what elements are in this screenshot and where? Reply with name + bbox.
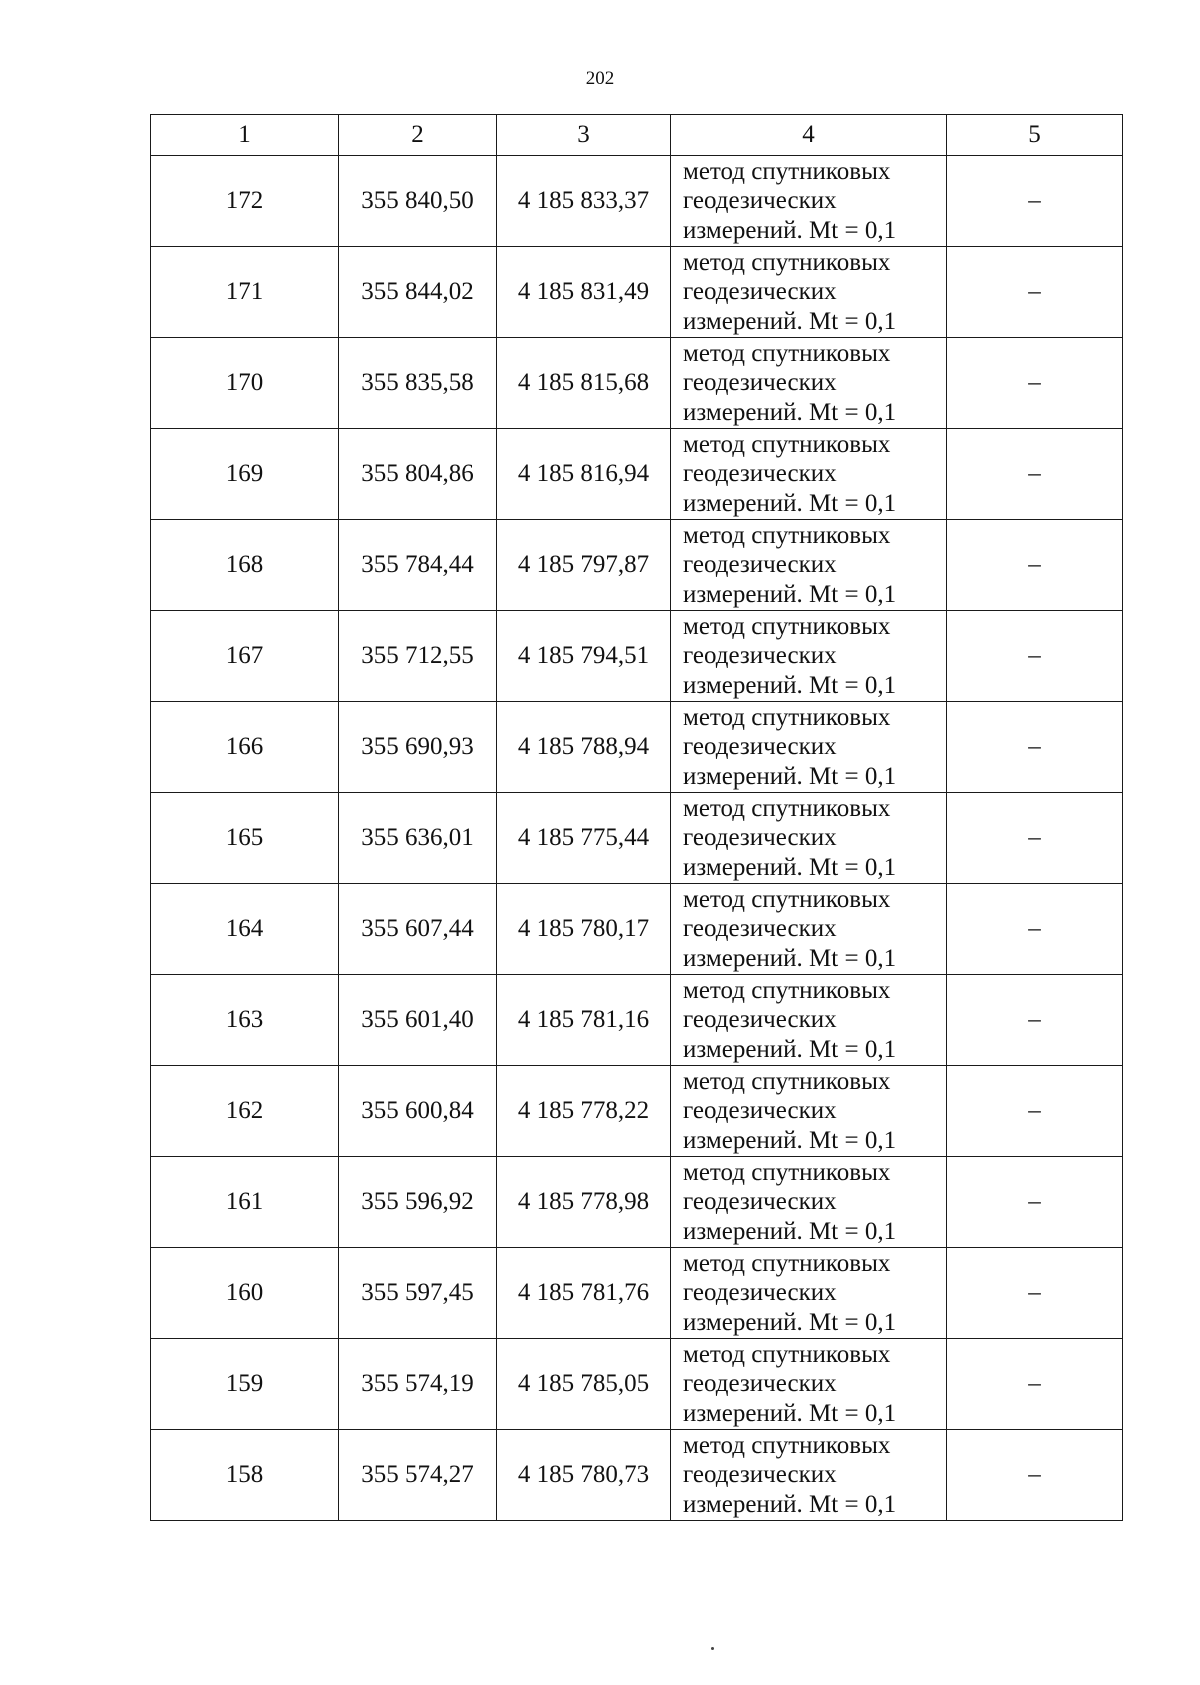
coordinates-table-container: [150, 114, 1122, 1521]
method-line: геодезических: [683, 1461, 837, 1489]
y-coordinate-cell: 4 185 831,49: [497, 247, 671, 338]
method-cell: [671, 520, 947, 611]
method-line: геодезических: [683, 187, 837, 215]
x-coordinate-cell: 355 574,27: [339, 1430, 497, 1521]
x-coordinate-cell: 355 607,44: [339, 884, 497, 975]
x-coordinate-cell: 355 601,40: [339, 975, 497, 1066]
method-line: метод спутниковых: [683, 339, 891, 367]
method-line: метод спутниковых: [683, 1431, 891, 1459]
method-line: измерений. Mt = 0,1: [683, 489, 897, 517]
description-cell: –: [947, 1248, 1123, 1339]
coordinates-table: [150, 114, 1123, 1521]
method-line: метод спутниковых: [683, 703, 891, 731]
y-coordinate-cell: 4 185 781,16: [497, 975, 671, 1066]
method-line: геодезических: [683, 460, 837, 488]
method-line: метод спутниковых: [683, 612, 891, 640]
point-number-cell: 166: [151, 702, 339, 793]
x-coordinate-cell: 355 712,55: [339, 611, 497, 702]
method-cell: [671, 338, 947, 429]
description-cell: –: [947, 338, 1123, 429]
table-row: [151, 247, 1123, 338]
method-line: измерений. Mt = 0,1: [683, 1126, 897, 1154]
method-cell: [671, 702, 947, 793]
method-line: геодезических: [683, 642, 837, 670]
description-cell: –: [947, 1066, 1123, 1157]
y-coordinate-cell: 4 185 788,94: [497, 702, 671, 793]
table-row: [151, 338, 1123, 429]
method-line: измерений. Mt = 0,1: [683, 1490, 897, 1518]
point-number-cell: 159: [151, 1339, 339, 1430]
table-body: [151, 156, 1123, 1521]
method-cell: [671, 429, 947, 520]
y-coordinate-cell: 4 185 781,76: [497, 1248, 671, 1339]
method-line: геодезических: [683, 1370, 837, 1398]
table-row: [151, 611, 1123, 702]
column-header-4: 4: [671, 115, 947, 156]
method-cell: [671, 156, 947, 247]
table-row: [151, 520, 1123, 611]
method-cell: [671, 975, 947, 1066]
method-cell: [671, 1066, 947, 1157]
column-header-5: 5: [947, 115, 1123, 156]
y-coordinate-cell: 4 185 797,87: [497, 520, 671, 611]
scan-dot-mark: [711, 1647, 714, 1650]
method-cell: [671, 247, 947, 338]
x-coordinate-cell: 355 690,93: [339, 702, 497, 793]
method-line: метод спутниковых: [683, 430, 891, 458]
method-line: метод спутниковых: [683, 1340, 891, 1368]
x-coordinate-cell: 355 600,84: [339, 1066, 497, 1157]
method-cell: [671, 611, 947, 702]
method-line: геодезических: [683, 824, 837, 852]
table-row: [151, 884, 1123, 975]
table-row: [151, 975, 1123, 1066]
point-number-cell: 172: [151, 156, 339, 247]
column-header-1: 1: [151, 115, 339, 156]
table-row: [151, 1157, 1123, 1248]
method-line: измерений. Mt = 0,1: [683, 944, 897, 972]
y-coordinate-cell: 4 185 780,17: [497, 884, 671, 975]
table-row: [151, 1248, 1123, 1339]
x-coordinate-cell: 355 636,01: [339, 793, 497, 884]
method-cell: [671, 884, 947, 975]
x-coordinate-cell: 355 596,92: [339, 1157, 497, 1248]
method-line: измерений. Mt = 0,1: [683, 216, 897, 244]
table-row: [151, 793, 1123, 884]
point-number-cell: 167: [151, 611, 339, 702]
y-coordinate-cell: 4 185 833,37: [497, 156, 671, 247]
point-number-cell: 158: [151, 1430, 339, 1521]
y-coordinate-cell: 4 185 794,51: [497, 611, 671, 702]
point-number-cell: 162: [151, 1066, 339, 1157]
column-header-2: 2: [339, 115, 497, 156]
method-line: измерений. Mt = 0,1: [683, 1308, 897, 1336]
method-line: геодезических: [683, 551, 837, 579]
x-coordinate-cell: 355 597,45: [339, 1248, 497, 1339]
method-line: метод спутниковых: [683, 794, 891, 822]
x-coordinate-cell: 355 574,19: [339, 1339, 497, 1430]
method-line: измерений. Mt = 0,1: [683, 1217, 897, 1245]
y-coordinate-cell: 4 185 780,73: [497, 1430, 671, 1521]
description-cell: –: [947, 1339, 1123, 1430]
y-coordinate-cell: 4 185 815,68: [497, 338, 671, 429]
point-number-cell: 160: [151, 1248, 339, 1339]
method-line: геодезических: [683, 1006, 837, 1034]
description-cell: –: [947, 429, 1123, 520]
x-coordinate-cell: 355 804,86: [339, 429, 497, 520]
table-row: [151, 1339, 1123, 1430]
method-line: метод спутниковых: [683, 885, 891, 913]
y-coordinate-cell: 4 185 778,98: [497, 1157, 671, 1248]
method-line: измерений. Mt = 0,1: [683, 762, 897, 790]
method-line: измерений. Mt = 0,1: [683, 853, 897, 881]
method-cell: [671, 1248, 947, 1339]
method-line: геодезических: [683, 369, 837, 397]
description-cell: –: [947, 884, 1123, 975]
description-cell: –: [947, 247, 1123, 338]
method-cell: [671, 1157, 947, 1248]
x-coordinate-cell: 355 835,58: [339, 338, 497, 429]
y-coordinate-cell: 4 185 785,05: [497, 1339, 671, 1430]
description-cell: –: [947, 793, 1123, 884]
point-number-cell: 168: [151, 520, 339, 611]
table-row: [151, 1430, 1123, 1521]
point-number-cell: 170: [151, 338, 339, 429]
method-line: метод спутниковых: [683, 1158, 891, 1186]
method-line: геодезических: [683, 733, 837, 761]
column-header-3: 3: [497, 115, 671, 156]
method-line: измерений. Mt = 0,1: [683, 1399, 897, 1427]
method-line: геодезических: [683, 1188, 837, 1216]
method-line: измерений. Mt = 0,1: [683, 398, 897, 426]
method-line: геодезических: [683, 1097, 837, 1125]
point-number-cell: 161: [151, 1157, 339, 1248]
point-number-cell: 165: [151, 793, 339, 884]
method-cell: [671, 793, 947, 884]
description-cell: –: [947, 611, 1123, 702]
method-line: метод спутниковых: [683, 157, 891, 185]
description-cell: –: [947, 1430, 1123, 1521]
method-line: измерений. Mt = 0,1: [683, 671, 897, 699]
method-cell: [671, 1339, 947, 1430]
table-row: [151, 429, 1123, 520]
x-coordinate-cell: 355 784,44: [339, 520, 497, 611]
description-cell: –: [947, 1157, 1123, 1248]
description-cell: –: [947, 975, 1123, 1066]
description-cell: –: [947, 156, 1123, 247]
table-header-row: [151, 115, 1123, 156]
method-line: измерений. Mt = 0,1: [683, 1035, 897, 1063]
point-number-cell: 164: [151, 884, 339, 975]
table-row: [151, 1066, 1123, 1157]
y-coordinate-cell: 4 185 778,22: [497, 1066, 671, 1157]
y-coordinate-cell: 4 185 775,44: [497, 793, 671, 884]
y-coordinate-cell: 4 185 816,94: [497, 429, 671, 520]
table-row: [151, 702, 1123, 793]
method-line: метод спутниковых: [683, 521, 891, 549]
description-cell: –: [947, 520, 1123, 611]
method-line: метод спутниковых: [683, 1249, 891, 1277]
description-cell: –: [947, 702, 1123, 793]
x-coordinate-cell: 355 844,02: [339, 247, 497, 338]
point-number-cell: 169: [151, 429, 339, 520]
x-coordinate-cell: 355 840,50: [339, 156, 497, 247]
method-line: геодезических: [683, 915, 837, 943]
method-line: метод спутниковых: [683, 248, 891, 276]
method-line: геодезических: [683, 1279, 837, 1307]
method-line: геодезических: [683, 278, 837, 306]
method-cell: [671, 1430, 947, 1521]
table-row: [151, 156, 1123, 247]
point-number-cell: 171: [151, 247, 339, 338]
method-line: измерений. Mt = 0,1: [683, 580, 897, 608]
method-line: метод спутниковых: [683, 976, 891, 1004]
page-number: 202: [585, 68, 615, 89]
method-line: метод спутниковых: [683, 1067, 891, 1095]
point-number-cell: 163: [151, 975, 339, 1066]
method-line: измерений. Mt = 0,1: [683, 307, 897, 335]
